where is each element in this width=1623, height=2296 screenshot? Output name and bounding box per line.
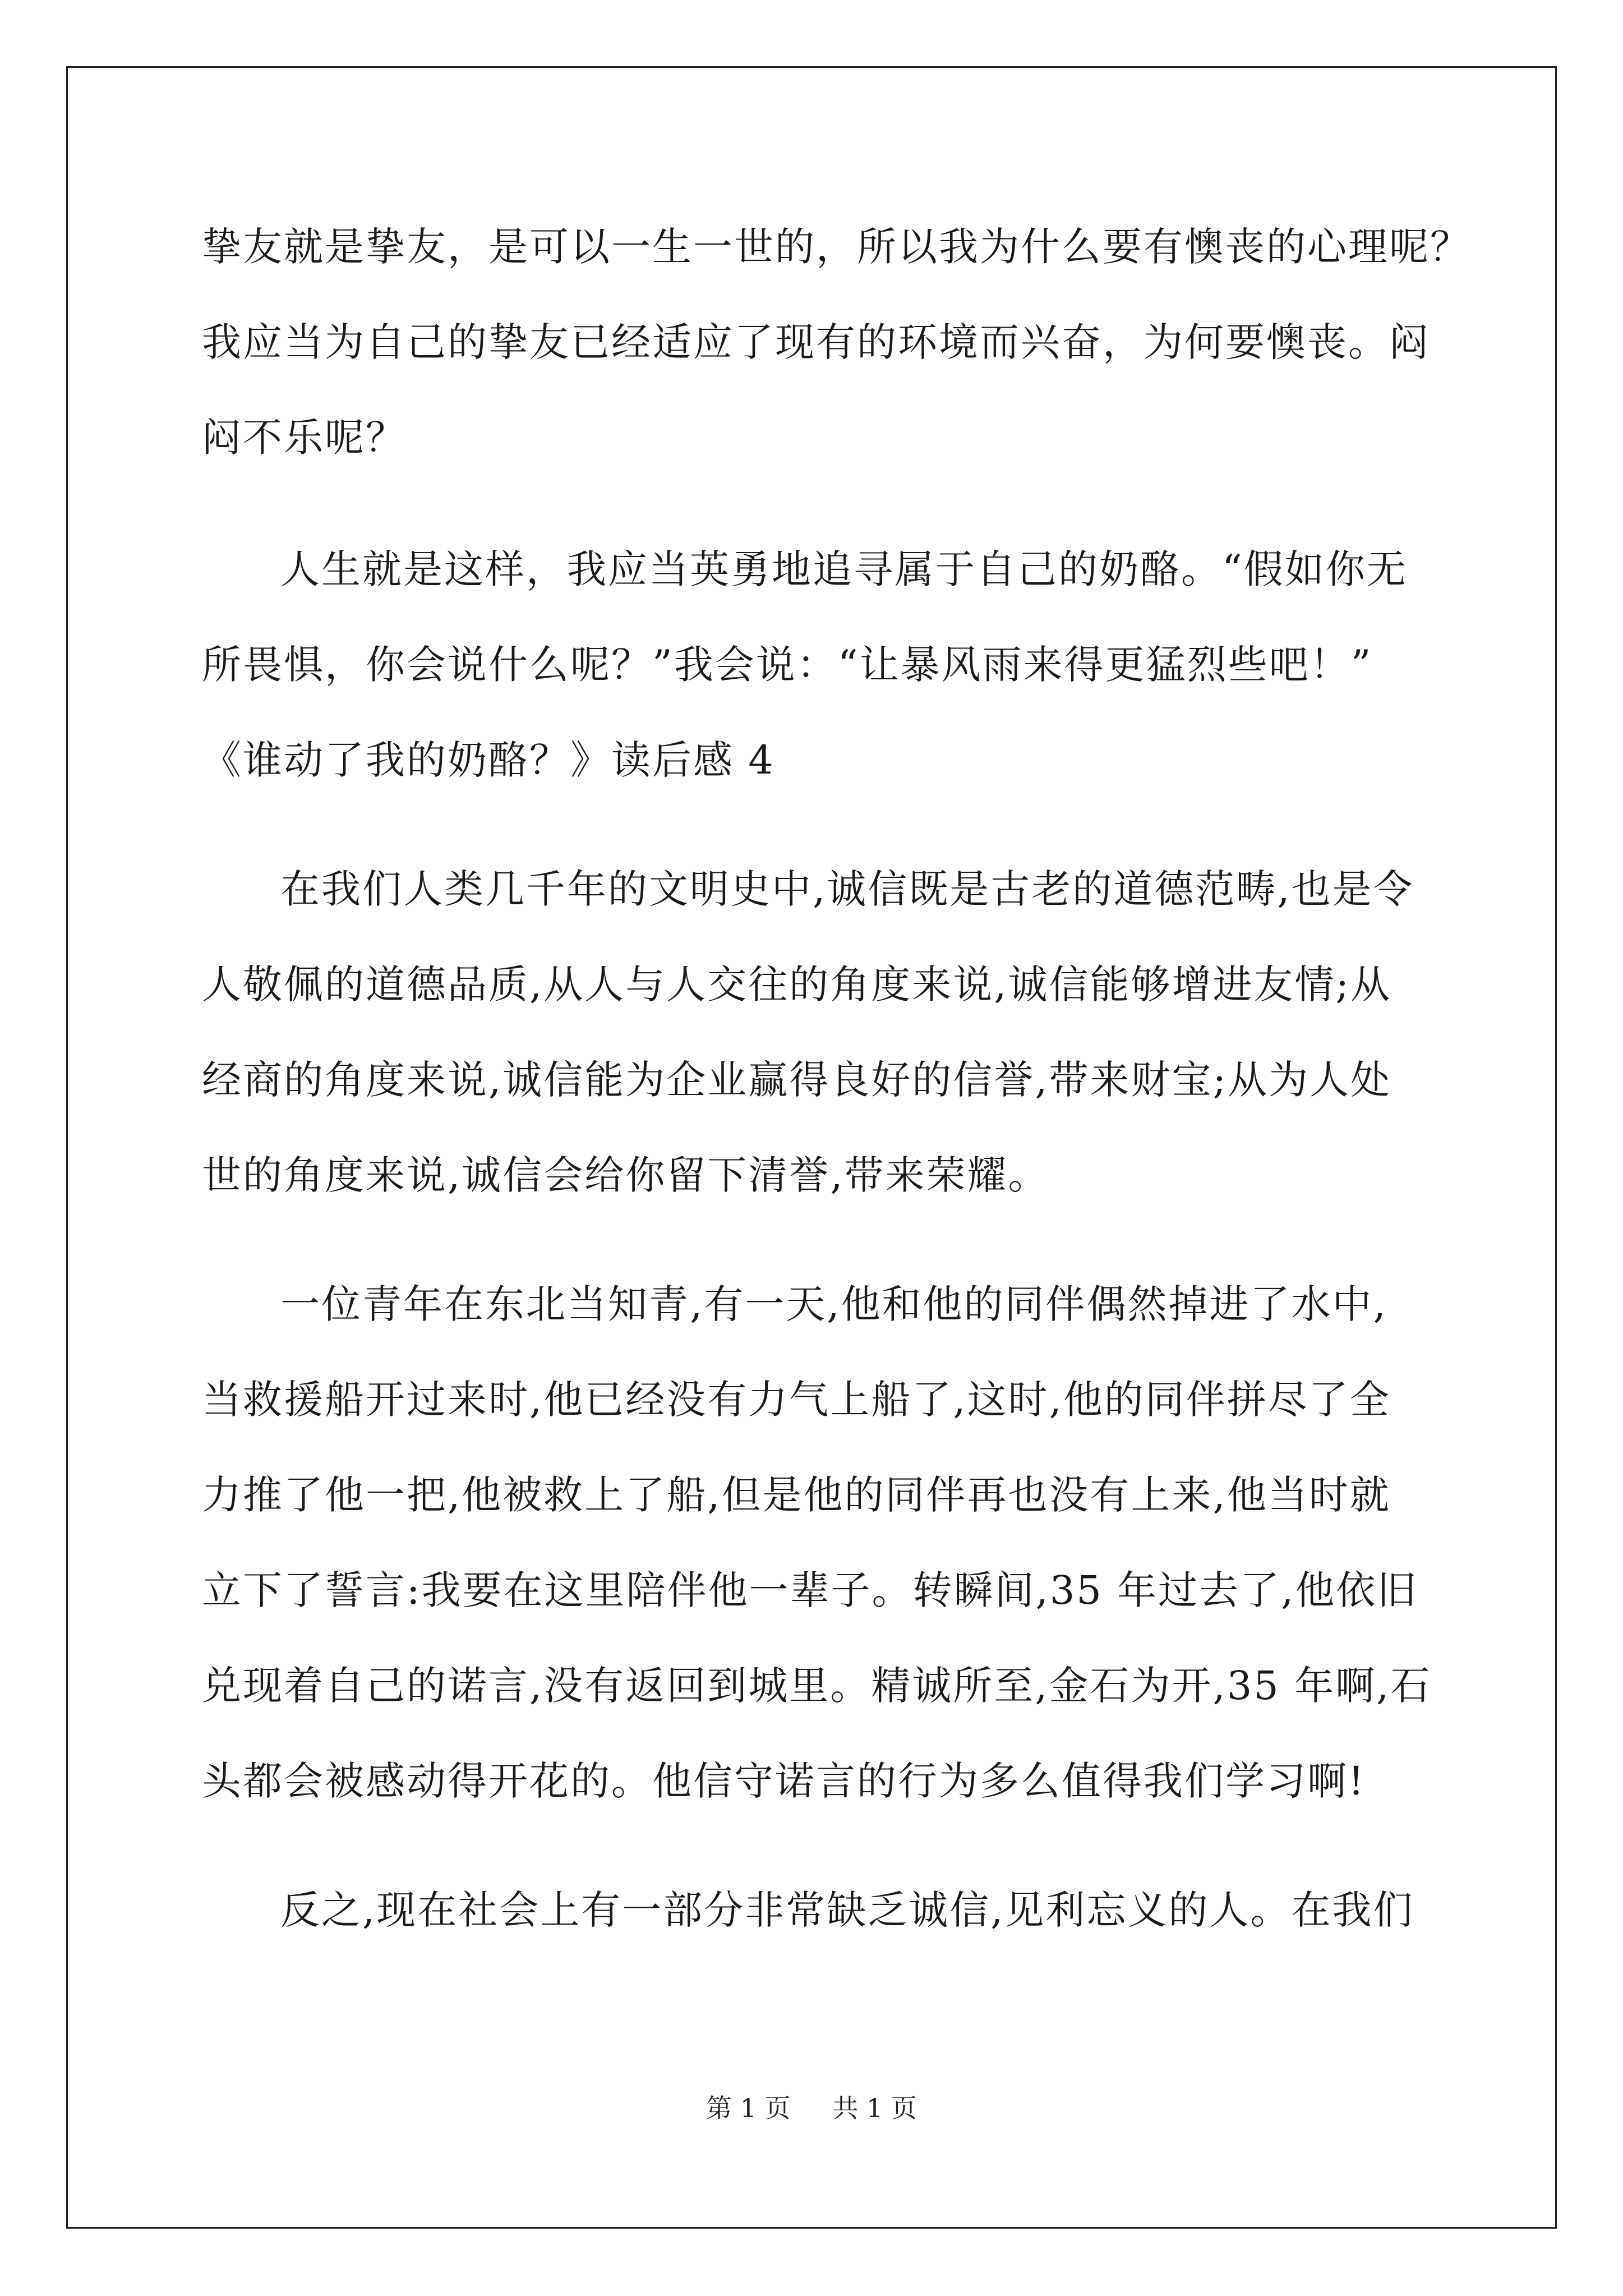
- text-line: 头都会被感动得开花的。他信守诺言的行为多么值得我们学习啊!: [202, 1758, 1366, 1804]
- text-line: 世的角度来说,诚信会给你留下清誉,带来荣耀。: [202, 1152, 1049, 1198]
- page-number: 第 1 页: [706, 2093, 791, 2123]
- text-line: 我应当为自己的挚友已经适应了现有的环境而兴奋，为何要懊丧。闷: [202, 319, 1430, 365]
- text-line: 当救援船开过来时,他已经没有力气上船了,这时,他的同伴拼尽了全: [202, 1377, 1391, 1423]
- text-line: 人敬佩的道德品质,从人与人交往的角度来说,诚信能够增进友情;从: [202, 961, 1392, 1007]
- text-line: 人生就是这样，我应当英勇地追寻属于自己的奶酪。“假如你无: [280, 546, 1408, 592]
- text-line: 力推了他一把,他被救上了船,但是他的同伴再也没有上来,他当时就: [202, 1472, 1391, 1518]
- text-line: 闷不乐呢？: [202, 415, 407, 461]
- text-line: 所畏惧，你会说什么呢？”我会说：“让暴风雨来得更猛烈些吧！”: [202, 642, 1373, 688]
- text-line: 挚友就是挚友，是可以一生一世的，所以我为什么要有懊丧的心理呢？: [202, 224, 1471, 270]
- page-total: 共 1 页: [832, 2093, 917, 2123]
- text-line: 兑现着自己的诺言,没有返回到城里。精诚所至,金石为开,35 年啊,石: [202, 1663, 1432, 1709]
- text-line: 立下了誓言:我要在这里陪伴他一辈子。转瞬间,35 年过去了,他依旧: [202, 1567, 1418, 1613]
- text-line: 一位青年在东北当知青,有一天,他和他的同伴偶然掉进了水中,: [280, 1281, 1387, 1327]
- text-line: 反之,现在社会上有一部分非常缺乏诚信,见利忘义的人。在我们: [280, 1887, 1414, 1933]
- page-footer: [0, 2091, 1623, 2125]
- text-line: 经商的角度来说,诚信能为企业赢得良好的信誉,带来财宝;从为人处: [202, 1057, 1392, 1103]
- text-line: 在我们人类几千年的文明史中,诚信既是古老的道德范畴,也是令: [280, 866, 1414, 912]
- section-heading: 《谁动了我的奶酪？》读后感 4: [202, 737, 775, 783]
